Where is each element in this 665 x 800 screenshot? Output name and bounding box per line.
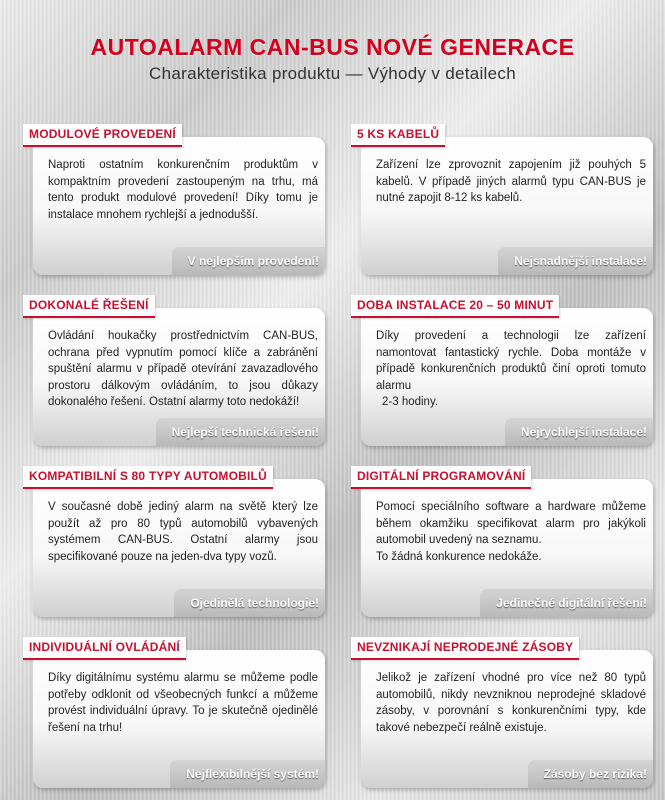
page-header [0,34,665,84]
card-text-line: Zařízení lze zprovoznit zapojením již pouhých 5 kabelů. V případě jiných alarmů typu CAN-BUS je nutné zapojit 8-12 ks kabelů. [376,159,646,204]
card-label: DOBA INSTALACE 20 – 50 MINUT [351,295,559,318]
card-cta-button[interactable]: Ojedinělá technologie! [174,589,325,617]
card-label: INDIVIDUÁLNÍ OVLÁDÁNÍ [23,637,186,660]
card-panel [33,137,325,275]
card-description [376,499,646,565]
card-text-line: Jelikož je zařízení vhodné pro více než 80 typů automobilů, nikdy nevzniknou neprodejné skladové zásoby, v porovnání s konkurenčními typy, kde takové nebezpečí reálně existuje. [376,672,646,734]
feature-card-compatibility [23,466,331,629]
card-label: DIGITÁLNÍ PROGRAMOVÁNÍ [351,466,531,489]
feature-card-digital-programming [351,466,659,629]
card-description [48,670,318,736]
card-label: 5 KS KABELŮ [351,124,445,147]
card-label: KOMPATIBILNÍ S 80 TYPY AUTOMOBILŮ [23,466,273,489]
card-description [376,157,646,207]
feature-card-modular [23,124,331,287]
card-cta-button[interactable]: Nejrychlejší instalace! [505,418,653,446]
card-label: DOKONALÉ ŘEŠENÍ [23,295,155,318]
card-cta-button[interactable]: Nejflexibilnější systém! [170,760,325,788]
card-panel [361,308,653,446]
page-title: AUTOALARM CAN-BUS NOVÉ GENERACE [90,34,575,60]
feature-card-no-stock [351,637,659,800]
card-description [48,499,318,565]
card-text-line: 2-3 hodiny. [382,396,439,408]
card-panel [33,308,325,446]
card-description [376,670,646,736]
card-description [48,157,318,223]
card-text-line: To žádná konkurence nedokáže. [376,550,542,563]
feature-card-cables [351,124,659,287]
card-description [376,328,646,411]
feature-card-install-time [351,295,659,458]
card-cta-button[interactable]: Jedinečné digitální řešení! [480,589,653,617]
card-text-line: V současné době jediný alarm na světě který lze použít až pro 80 typů automobilů vybavených systémem CAN-BUS. Ostatní alarmy jsou specifikované pouze na jeden-dva typy vozů. [48,501,318,563]
card-text-line: Ovládání houkačky prostřednictvím CAN-BUS, ochrana před vypnutím pomocí klíče a zabránění spuštění alarmu v případě otevírání zavazadlového prostoru dálkovým ovládáním, to jsou důkazy dokonalého řešení. Ostatní alarmy toto nedokáží! [48,330,318,408]
card-text-line: Naproti ostatním konkurenčním produktům v kompaktním provedení zastoupeným na trhu, má tento produkt modulové provedení! Díky tomu je instalace mnohem rychlejší a jednodušší. [48,159,318,221]
card-text-line: Pomocí speciálního software a hardware můžeme během okamžiku specifikovat alarm pro jakýkoli automobil uvedený na seznamu. [376,501,646,546]
feature-card-individual-control [23,637,331,800]
card-panel [33,479,325,617]
card-panel [361,137,653,275]
card-label: MODULOVÉ PROVEDENÍ [23,124,182,147]
card-description [48,328,318,411]
feature-card-perfect-solution [23,295,331,458]
page-subtitle: Charakteristika produktu — Výhody v detailech [149,64,516,83]
card-cta-button[interactable]: Nejlepší technická řešení! [156,418,325,446]
card-label: NEVZNIKAJÍ NEPRODEJNÉ ZÁSOBY [351,637,579,660]
card-text-line: Díky digitálnímu systému alarmu se můžeme podle potřeby odklonit od všeobecných funkcí a můžeme provést individuální úpravy. To je skutečně ojedinělé řešení na trhu! [48,672,318,734]
card-cta-button[interactable]: Nejsnadnější instalace! [498,247,653,275]
card-panel [361,479,653,617]
card-cta-button[interactable]: Zásoby bez rizika! [528,760,653,788]
card-panel [33,650,325,788]
card-text-line: Díky provedení a technologii lze zařízení namontovat fantastický rychle. Doba montáže v případě konkurenčních produktů činí oproti tomuto alarmu [376,330,646,392]
card-panel [361,650,653,788]
card-cta-button[interactable]: V nejlepším provedení! [172,247,325,275]
